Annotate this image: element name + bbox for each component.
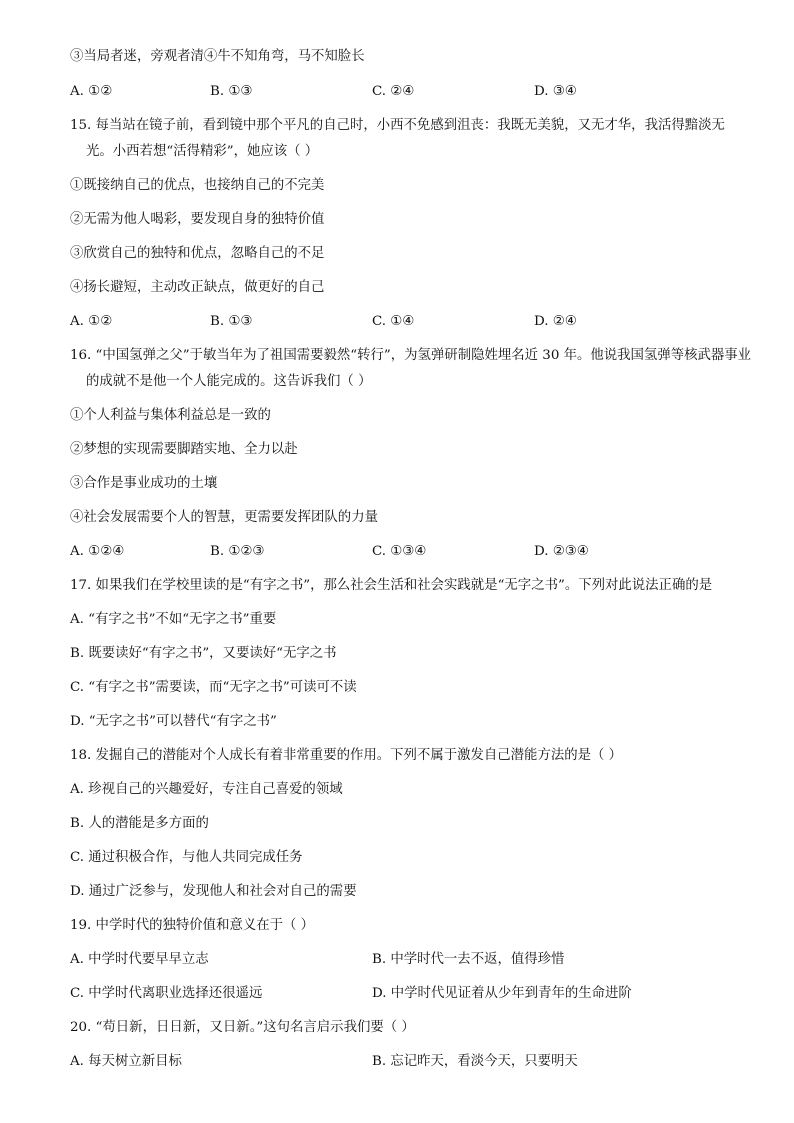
q17-option-c[interactable]: C. “有字之书”需要读，而“无字之书”可读可不读 bbox=[70, 680, 357, 695]
q16-option-b[interactable]: B. ①②③ bbox=[210, 544, 265, 559]
q14-option-a[interactable]: A. ①② bbox=[70, 84, 113, 99]
q16-item-3: ③合作是事业成功的土壤 bbox=[70, 476, 218, 491]
q18-option-d[interactable]: D. 通过广泛参与，发现他人和社会对自己的需要 bbox=[70, 884, 357, 899]
q14-option-d[interactable]: D. ③④ bbox=[534, 84, 577, 99]
q15-option-b[interactable]: B. ①③ bbox=[210, 314, 253, 329]
q18-option-c[interactable]: C. 通过积极合作，与他人共同完成任务 bbox=[70, 850, 303, 865]
q20-option-a[interactable]: A. 每天树立新目标 bbox=[70, 1054, 182, 1069]
q14-option-b[interactable]: B. ①③ bbox=[210, 84, 253, 99]
q19-option-a[interactable]: A. 中学时代要早早立志 bbox=[70, 952, 209, 967]
q19-stem: 19. 中学时代的独特价值和意义在于（ ） bbox=[70, 918, 315, 933]
q18-option-a[interactable]: A. 珍视自己的兴趣爱好，专注自己喜爱的领域 bbox=[70, 782, 343, 797]
q16-stem-line1: 16. “中国氢弹之父”于敏当年为了祖国需要毅然“转行”，为氢弹研制隐姓埋名近 30 年。他说我国氢弹等核武器事业 bbox=[70, 348, 752, 363]
q16-stem-line2: 的成就不是他一个人能完成的。这告诉我们（ ） bbox=[86, 374, 372, 389]
q15-item-1: ①既接纳自己的优点，也接纳自己的不完美 bbox=[70, 178, 325, 193]
q15-item-4: ④扬长避短，主动改正缺点，做更好的自己 bbox=[70, 280, 325, 295]
q19-option-d[interactable]: D. 中学时代见证着从少年到青年的生命进阶 bbox=[372, 986, 632, 1001]
q16-option-a[interactable]: A. ①②④ bbox=[70, 544, 125, 559]
q14-option-c[interactable]: C. ②④ bbox=[372, 84, 415, 99]
q17-option-a[interactable]: A. “有字之书”不如“无字之书”重要 bbox=[70, 612, 277, 627]
q16-item-2: ②梦想的实现需要脚踏实地、全力以赴 bbox=[70, 442, 298, 457]
q15-option-a[interactable]: A. ①② bbox=[70, 314, 113, 329]
q17-option-d[interactable]: D. “无字之书”可以替代“有字之书” bbox=[70, 714, 277, 729]
q17-option-b[interactable]: B. 既要读好“有字之书”，又要读好“无字之书 bbox=[70, 646, 337, 661]
q19-option-c[interactable]: C. 中学时代离职业选择还很遥远 bbox=[70, 986, 263, 1001]
q16-item-1: ①个人利益与集体利益总是一致的 bbox=[70, 408, 271, 423]
q15-stem-line2: 光。小西若想“活得精彩”，她应该（ ） bbox=[86, 144, 319, 159]
q15-option-c[interactable]: C. ①④ bbox=[372, 314, 415, 329]
q15-stem-line1: 15. 每当站在镜子前，看到镜中那个平凡的自己时，小西不免感到沮丧：我既无美貌，又无才华，我活得黯淡无 bbox=[70, 118, 725, 133]
q18-option-b[interactable]: B. 人的潜能是多方面的 bbox=[70, 816, 209, 831]
q20-stem: 20. “苟日新，日日新，又日新。”这句名言启示我们要（ ） bbox=[70, 1020, 415, 1035]
q19-option-b[interactable]: B. 中学时代一去不返，值得珍惜 bbox=[372, 952, 565, 967]
q18-stem: 18. 发掘自己的潜能对个人成长有着非常重要的作用。下列不属于激发自己潜能方法的是（ ） bbox=[70, 748, 623, 763]
q14-item-3-4: ③当局者迷，旁观者清④牛不知角弯，马不知脸长 bbox=[70, 49, 365, 64]
q16-option-d[interactable]: D. ②③④ bbox=[534, 544, 589, 559]
q20-option-b[interactable]: B. 忘记昨天，看淡今天，只要明天 bbox=[372, 1054, 578, 1069]
q15-option-d[interactable]: D. ②④ bbox=[534, 314, 577, 329]
q16-item-4: ④社会发展需要个人的智慧，更需要发挥团队的力量 bbox=[70, 510, 378, 525]
q16-option-c[interactable]: C. ①③④ bbox=[372, 544, 427, 559]
q17-stem: 17. 如果我们在学校里读的是“有字之书”，那么社会生活和社会实践就是“无字之书”。下列对此说法正确的是 bbox=[70, 578, 713, 593]
q15-item-2: ②无需为他人喝彩，要发现自身的独特价值 bbox=[70, 212, 325, 227]
q15-item-3: ③欣赏自己的独特和优点，忽略自己的不足 bbox=[70, 246, 325, 261]
